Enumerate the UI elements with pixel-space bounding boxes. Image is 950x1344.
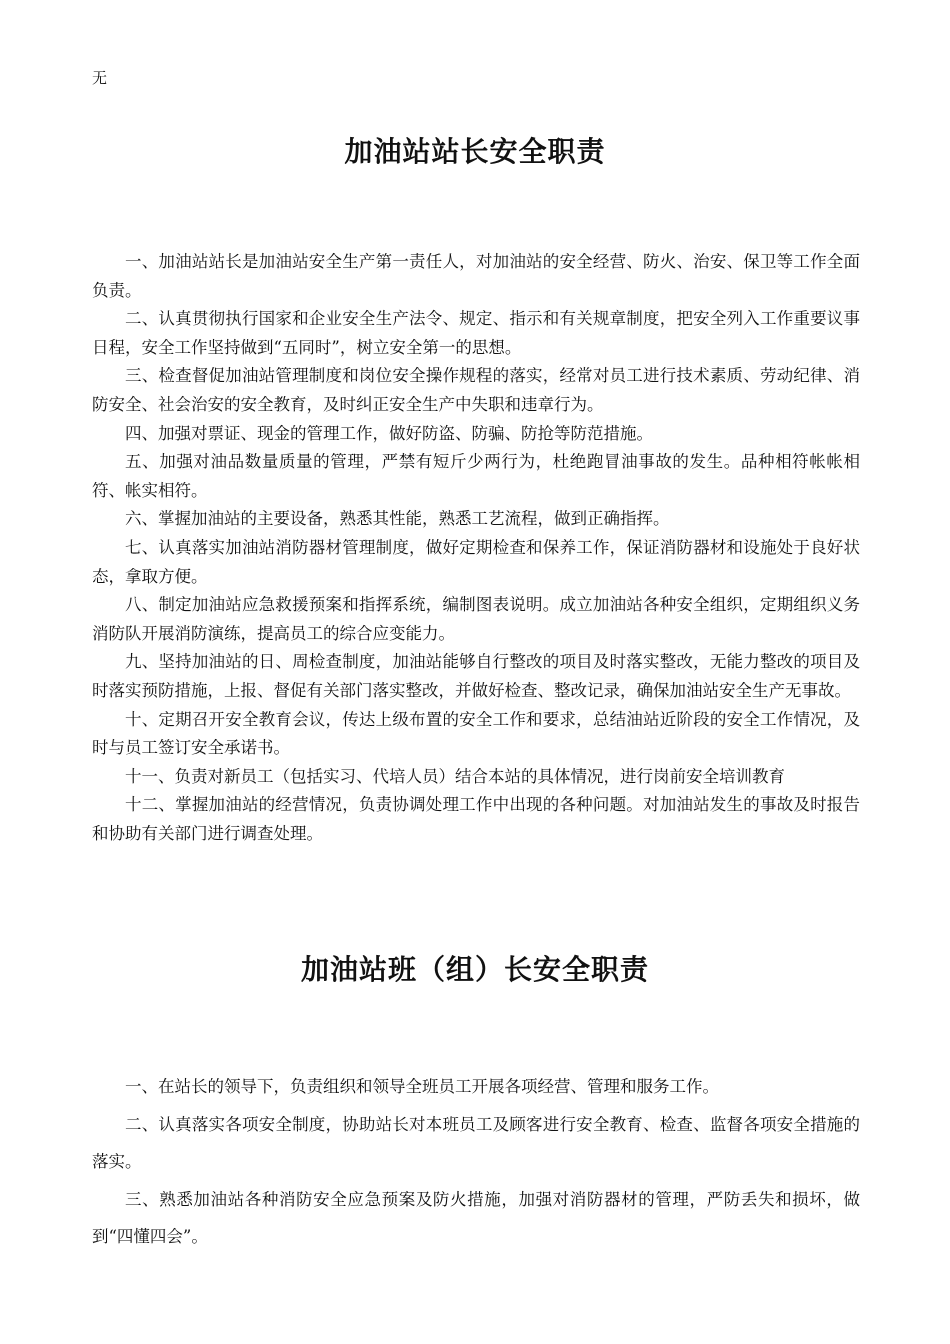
section-1-paragraph-3: 三、检查督促加油站管理制度和岗位安全操作规程的落实，经常对员工进行技术素质、劳动纪律、消防安全、社会治安的安全教育，及时纠正安全生产中失职和违章行为。 [92,366,860,414]
section-1-title: 加油站站长安全职责 [344,135,606,168]
section-2-paragraph-1: 一、在站长的领导下，负责组织和领导全班员工开展各项经营、管理和服务工作。 [125,1077,719,1096]
section-1-paragraph-12: 十二、掌握加油站的经营情况，负责协调处理工作中出现的各种问题。对加油站发生的事故及时报告和协助有关部门进行调查处理。 [92,795,860,843]
header-mark: 无 [92,69,108,87]
section-1-paragraph-8: 八、制定加油站应急救援预案和指挥系统，编制图表说明。成立加油站各种安全组织，定期组织义务消防队开展消防演练，提高员工的综合应变能力。 [92,595,860,643]
section-1-paragraph-11: 十一、负责对新员工（包括实习、代培人员）结合本站的具体情况，进行岗前安全培训教育 [125,766,785,786]
section-2-body [92,1068,860,1256]
section-1-paragraph-1: 一、加油站站长是加油站安全生产第一责任人，对加油站的安全经营、防火、治安、保卫等工作全面负责。 [92,252,860,300]
section-2-title: 加油站班（组）长安全职责 [300,953,649,986]
section-1-paragraph-7: 七、认真落实加油站消防器材管理制度，做好定期检查和保养工作，保证消防器材和设施处于良好状态，拿取方便。 [92,537,860,586]
section-1-paragraph-5: 五、加强对油品数量质量的管理，严禁有短斤少两行为，杜绝跑冒油事故的发生。品种相符帐帐相符、帐实相符。 [92,452,860,500]
section-1-paragraph-9: 九、坚持加油站的日、周检查制度，加油站能够自行整改的项目及时落实整改，无能力整改的项目及时落实预防措施，上报、督促有关部门落实整改，并做好检查、整改记录，确保加油站安全生产无事故。 [92,652,860,700]
section-1-paragraph-2: 二、认真贯彻执行国家和企业安全生产法令、规定、指示和有关规章制度，把安全列入工作重要议事日程，安全工作坚持做到“五同时”，树立安全第一的思想。 [92,309,860,357]
section-1-paragraph-10: 十、定期召开安全教育会议，传达上级布置的安全工作和要求，总结油站近阶段的安全工作情况，及时与员工签订安全承诺书。 [92,709,860,758]
section-1-paragraph-4: 四、加强对票证、现金的管理工作，做好防盗、防骗、防抢等防范措施。 [125,423,653,443]
section-2-paragraph-3: 三、熟悉加油站各种消防安全应急预案及防火措施，加强对消防器材的管理，严防丢失和损坏，做到“四懂四会”。 [92,1189,860,1246]
section-1-paragraph-6: 六、掌握加油站的主要设备，熟悉其性能，熟悉工艺流程，做到正确指挥。 [125,509,670,529]
section-2-paragraph-2: 二、认真落实各项安全制度，协助站长对本班员工及顾客进行安全教育、检查、监督各项安全措施的落实。 [92,1114,860,1171]
section-1-body [92,248,860,848]
